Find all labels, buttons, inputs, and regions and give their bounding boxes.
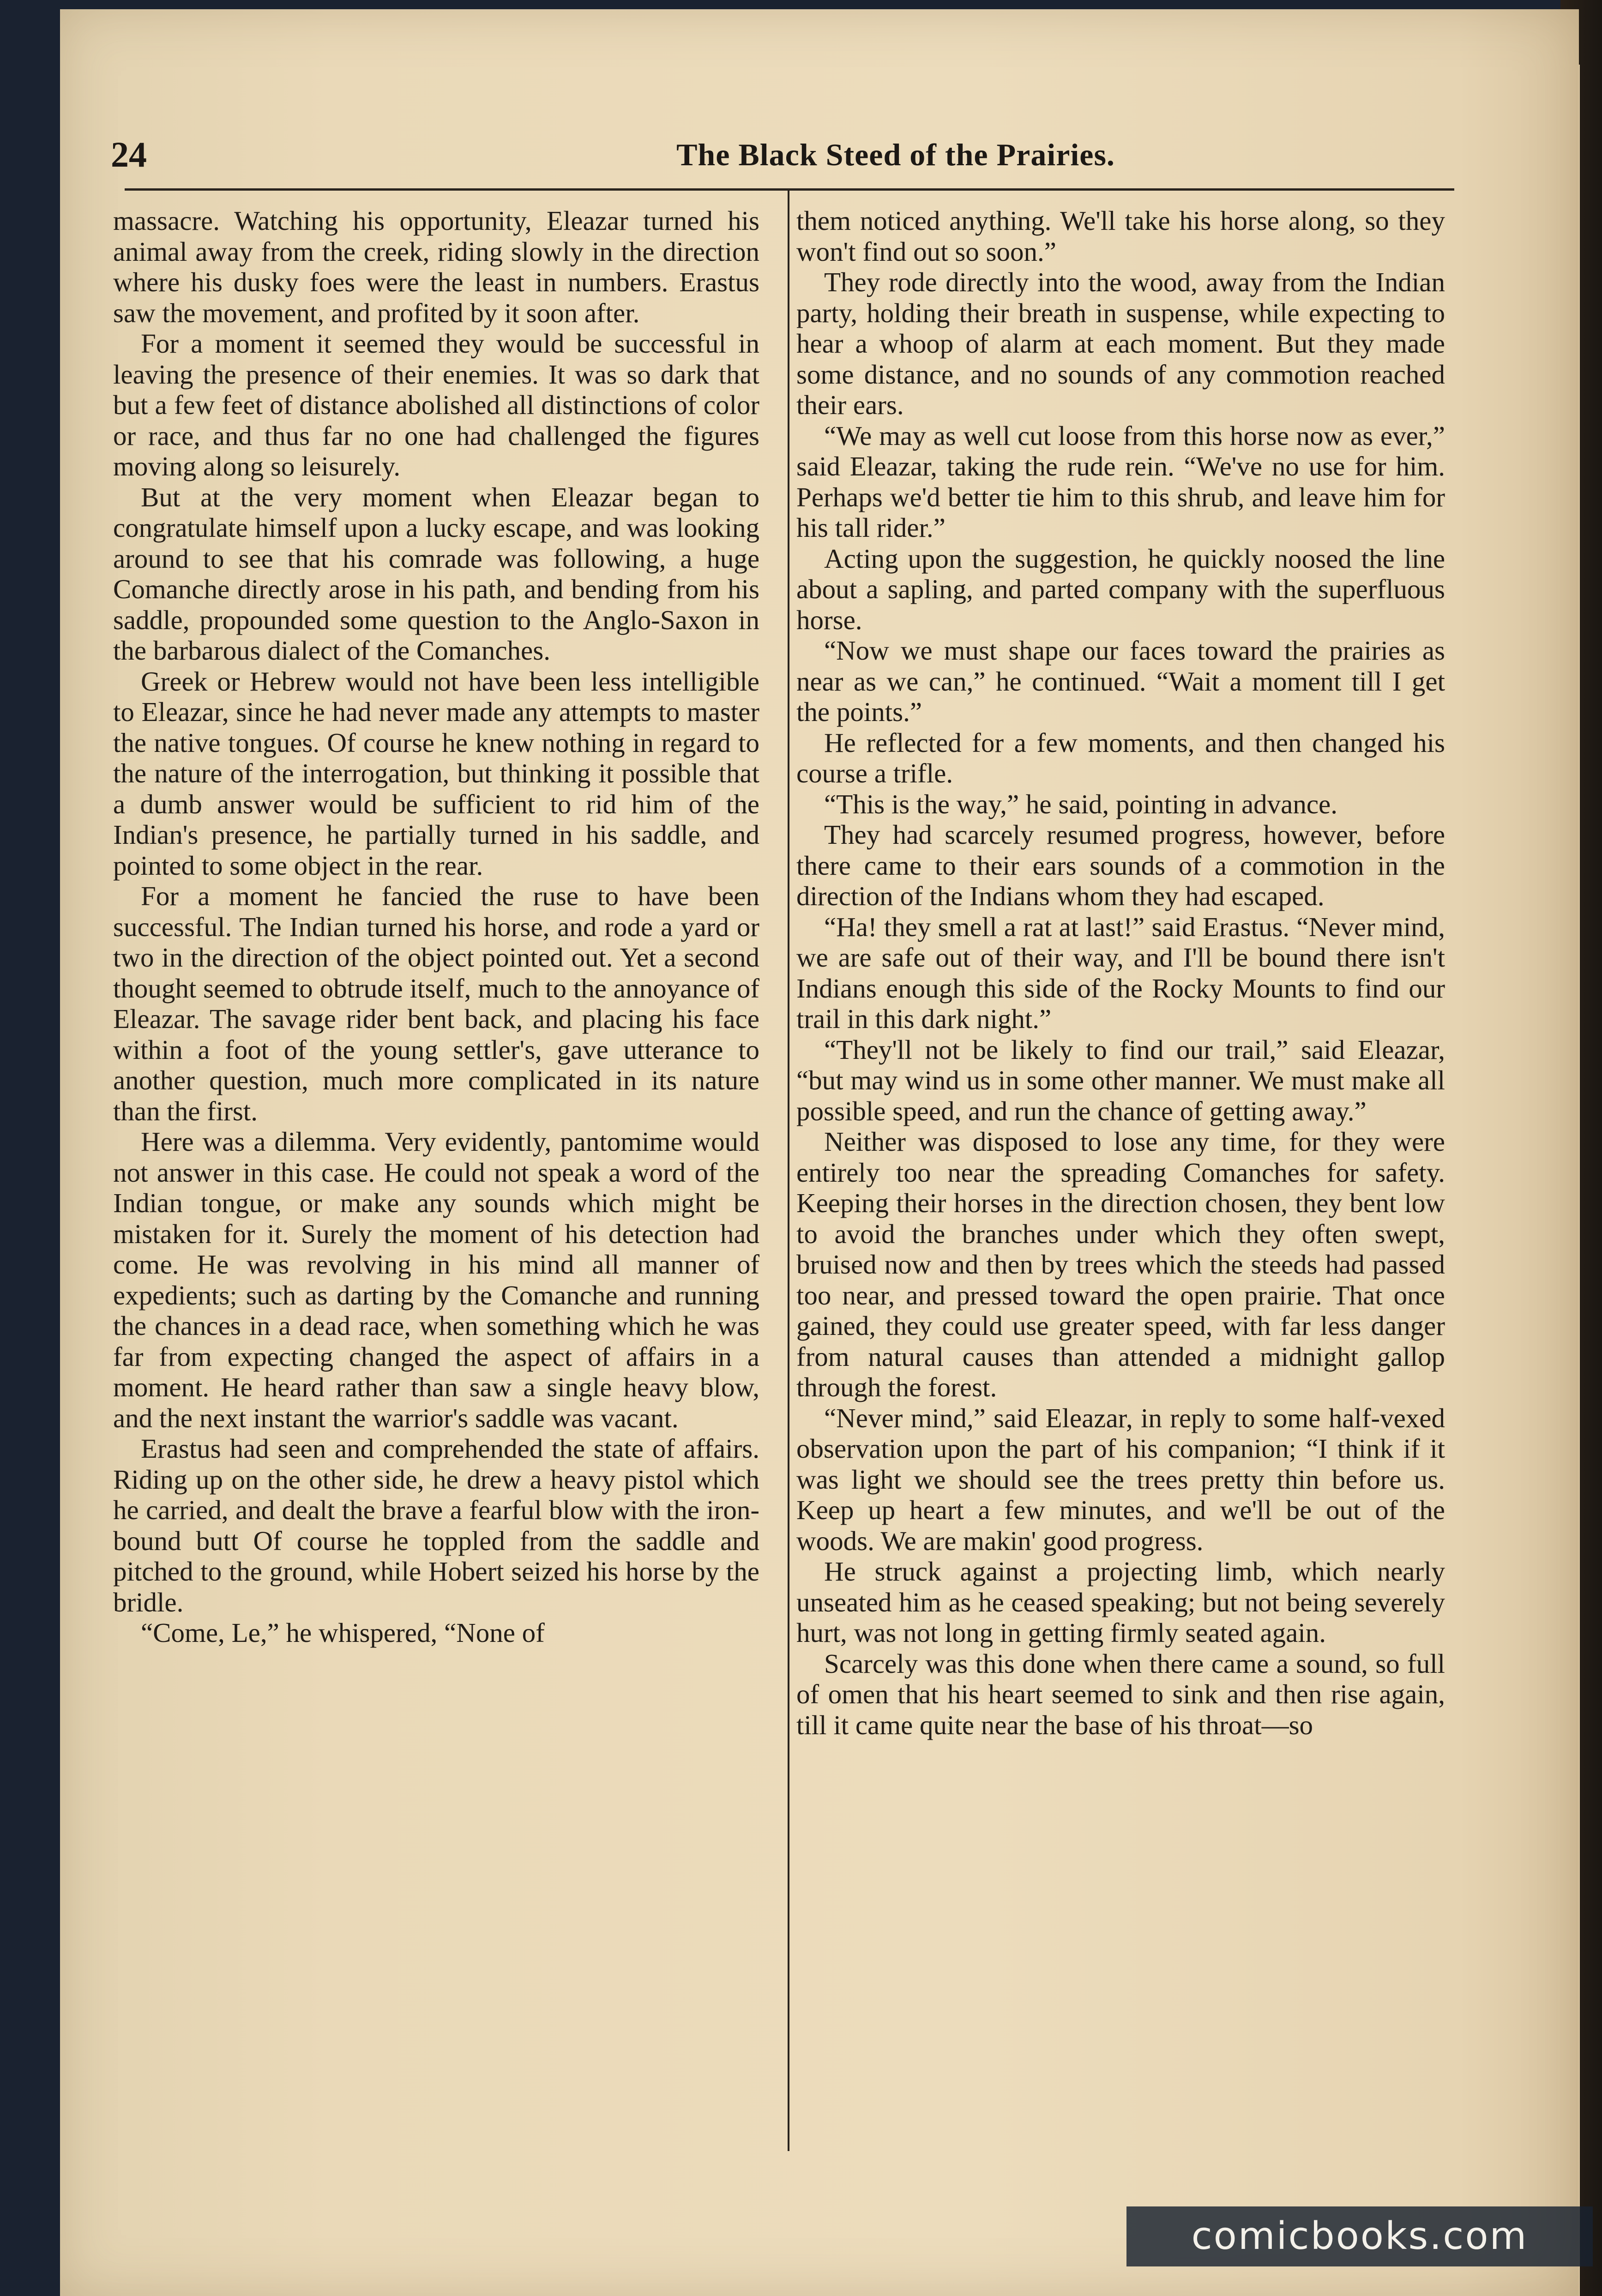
page-number: 24 <box>111 134 147 174</box>
paragraph: But at the very moment when Eleazar began to congratulate himself upon a lucky escape, and was looking around to see that his comrade was following, a huge Comanche directly arose in his path, and bending from his saddle, propounded some question to the Anglo-Saxon in the barbarous dialect of the Comanches. <box>113 481 759 666</box>
paragraph: Scarcely was this done when there came a sound, so full of omen that his heart seemed to sink and then rise again, till it came quite near the base of his throat—so <box>796 1648 1445 1740</box>
paragraph: Acting upon the suggestion, he quickly noosed the line about a sapling, and parted company with the superfluous horse. <box>796 543 1445 635</box>
column-right <box>796 205 1445 1740</box>
paragraph: them noticed anything. We'll take his horse along, so they won't find out so soon.” <box>796 205 1445 267</box>
header-rule <box>125 188 1454 191</box>
paragraph: Here was a dilemma. Very evidently, pantomime would not answer in this case. He could not speak a word of the Indian tongue, or make any sounds which might be mistaken for it. Surely the moment of his detection had come. He was revolving in his mind all manner of expedients; such as darting by the Comanche and running the chances in a dead race, when something which he was far from expecting changed the aspect of affairs in a moment. He heard rather than saw a single heavy blow, and the next instant the warrior's saddle was vacant. <box>113 1126 759 1433</box>
column-left <box>113 205 759 1648</box>
paragraph: Erastus had seen and comprehended the state of affairs. Riding up on the other side, he drew a heavy pistol which he carried, and dealt the brave a fearful blow with the iron-bound butt Of course he toppled from the saddle and pitched to the ground, while Hobert seized his horse by the bridle. <box>113 1433 759 1617</box>
paragraph: They had scarcely resumed progress, however, before there came to their ears sounds of a commotion in the direction of the Indians whom they had escaped. <box>796 819 1445 911</box>
paragraph: He struck against a projecting limb, which nearly unseated him as he ceased speaking; but not being severely hurt, was not long in getting firmly seated again. <box>796 1556 1445 1648</box>
paragraph: They rode directly into the wood, away from the Indian party, holding their breath in suspense, while expecting to hear a whoop of alarm at each moment. But they made some distance, and no sounds of any commotion reached their ears. <box>796 267 1445 420</box>
column-divider <box>788 189 789 2151</box>
paragraph: For a moment he fancied the ruse to have been successful. The Indian turned his horse, and rode a yard or two in the direction of the object pointed out. Yet a second thought seemed to obtrude itself, much to the annoyance of Eleazar. The savage rider bent back, and placing his face within a foot of the young settler's, gave utterance to another question, much more complicated in its nature than the first. <box>113 881 759 1126</box>
paragraph: massacre. Watching his opportunity, Eleazar turned his animal away from the creek, riding slowly in the direction where his dusky foes were the least in numbers. Erastus saw the movement, and profited by it soon after. <box>113 205 759 328</box>
paragraph: “Come, Le,” he whispered, “None of <box>141 1617 545 1648</box>
paragraph: “Now we must shape our faces toward the prairies as near as we can,” he continued. “Wait a moment till I get the points.” <box>796 635 1445 727</box>
paragraph: “Ha! they smell a rat at last!” said Erastus. “Never mind, we are safe out of their way, and I'll be bound there isn't Indians enough this side of the Rocky Mounts to find our trail in this dark night.” <box>796 911 1445 1034</box>
page-header <box>111 125 1450 185</box>
running-title: The Black Steed of the Prairies. <box>676 137 1115 172</box>
paragraph: “They'll not be likely to find our trail,” said Eleazar, “but may wind us in some other manner. We must make all possible speed, and run the chance of getting away.” <box>796 1034 1445 1126</box>
paragraph: Neither was disposed to lose any time, for they were entirely too near the spreading Comanches for safety. Keeping their horses in the direction chosen, they bent low to avoid the branches under which they often swept, bruised now and then by trees which the steeds had passed too near, and pressed toward the open prairie. That once gained, they could use greater speed, with far less danger from natural causes than attended a midnight gallop through the forest. <box>796 1126 1445 1402</box>
paragraph: “We may as well cut loose from this horse now as ever,” said Eleazar, taking the rude rein. “We've no use for him. Perhaps we'd better tie him to this shrub, and leave him for his tall rider.” <box>796 420 1445 543</box>
paragraph: He reflected for a few moments, and then changed his course a trifle. <box>796 727 1445 788</box>
paragraph: Greek or Hebrew would not have been less intelligible to Eleazar, since he had never made any attempts to master the native tongues. Of course he knew nothing in regard to the nature of the interrogation, but thinking it possible that a dumb answer would be sufficient to rid him of the Indian's presence, he partially turned in his saddle, and pointed to some object in the rear. <box>113 666 759 881</box>
watermark: comicbooks.com <box>1126 2206 1593 2266</box>
paragraph: “Never mind,” said Eleazar, in reply to some half-vexed observation upon the part of his companion; “I think if it was light we should see the trees pretty thin before us. Keep up heart a few minutes, and we'll be out of the woods. We are makin' good progress. <box>796 1402 1445 1556</box>
paragraph: For a moment it seemed they would be successful in leaving the presence of their enemies. It was so dark that but a few feet of distance abolished all distinctions of color or race, and thus far no one had challenged the figures moving along so leisurely. <box>113 328 759 481</box>
paragraph: “This is the way,” he said, pointing in advance. <box>824 788 1337 819</box>
